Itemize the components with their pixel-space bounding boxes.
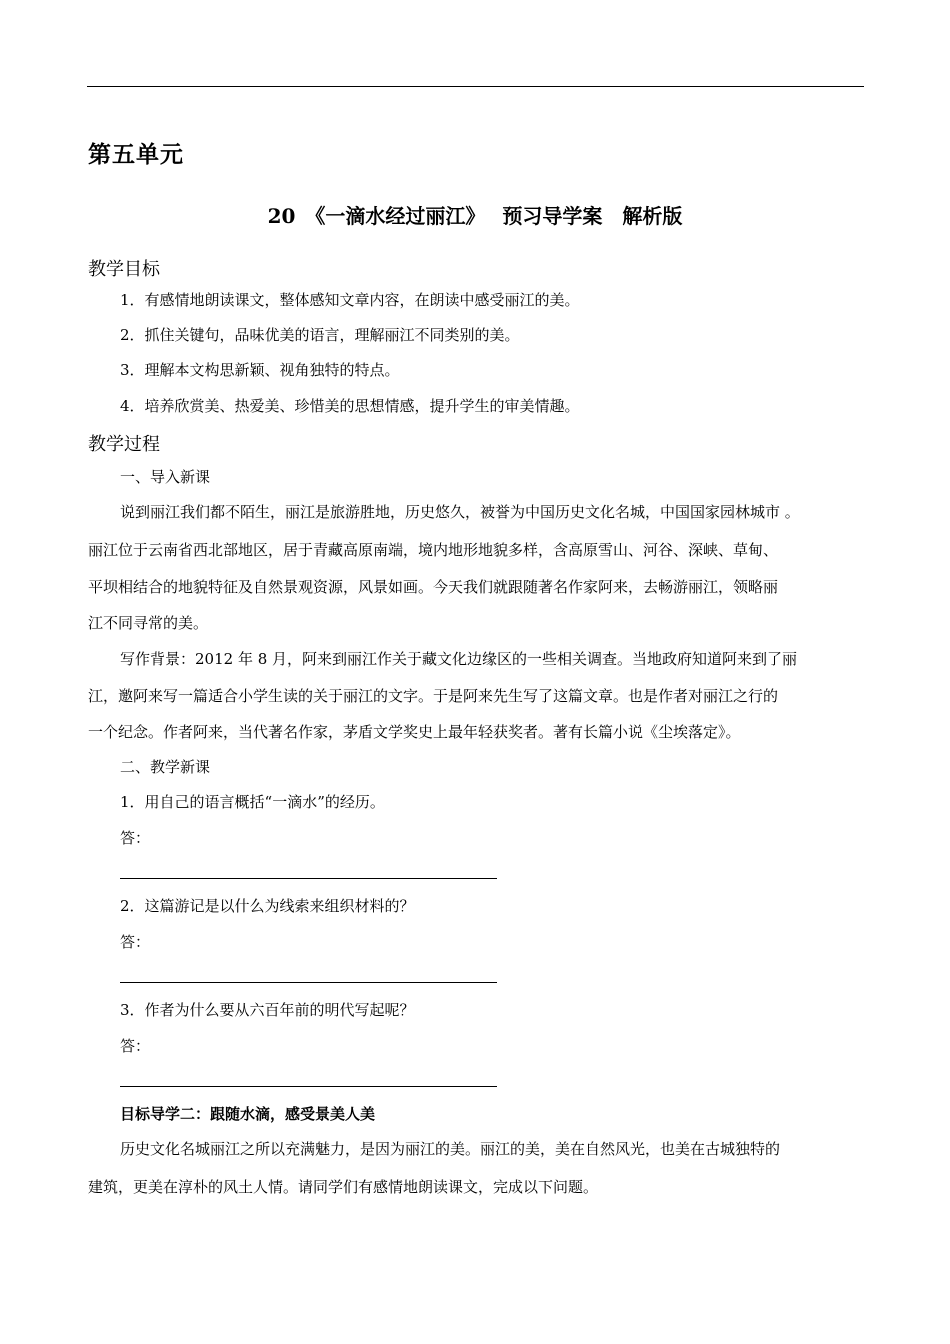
background-paragraph-line: 江，邀阿来写一篇适合小学生读的关于丽江的文字。于是阿来先生写了这篇文章。也是作者对丽江之行的	[88, 687, 779, 705]
question-3: 3．作者为什么要从六百年前的明代写起呢？	[120, 1001, 415, 1019]
goal-item: 3．理解本文构思新颖、视角独特的特点。	[120, 361, 400, 379]
goal-item: 2．抓住关键句，品味优美的语言，理解丽江不同类别的美。	[120, 326, 520, 344]
intro-paragraph-line: 说到丽江我们都不陌生，丽江是旅游胜地，历史悠久，被誉为中国历史文化名城，中国国家园林城市 。	[120, 503, 800, 521]
intro-heading: 一、导入新课	[120, 468, 211, 486]
answer-line[interactable]	[120, 982, 497, 983]
intro-paragraph-line: 丽江位于云南省西北部地区，居于青藏高原南端，境内地形地貌多样，含高原雪山、河谷、深峡、草甸、	[88, 541, 779, 559]
answer-line[interactable]	[120, 1086, 497, 1087]
process-heading: 教学过程	[88, 434, 160, 455]
background-paragraph-line: 一个纪念。作者阿来，当代著名作家，茅盾文学奖史上最年轻获奖者。著有长篇小说《尘埃落定》。	[88, 723, 741, 741]
answer-line[interactable]	[120, 878, 497, 879]
intro-paragraph-line: 平坝相结合的地貌特征及自然景观资源，风景如画。今天我们就跟随著名作家阿来，去畅游丽江，领略丽	[88, 578, 779, 596]
answer-label: 答：	[120, 1037, 151, 1055]
intro-paragraph-line: 江不同寻常的美。	[88, 614, 209, 632]
lesson-title: 20 《一滴水经过丽江》 预习导学案 解析版	[267, 204, 683, 228]
goal2-paragraph-line: 历史文化名城丽江之所以充满魅力，是因为丽江的美。丽江的美，美在自然风光，也美在古城独特的	[120, 1140, 781, 1158]
new-lesson-heading: 二、教学新课	[120, 758, 211, 776]
goals-heading: 教学目标	[88, 259, 160, 280]
goal2-paragraph-line: 建筑，更美在淳朴的风土人情。请同学们有感情地朗读课文，完成以下问题。	[88, 1178, 599, 1196]
goal-item: 1．有感情地朗读课文，整体感知文章内容，在朗读中感受丽江的美。	[120, 291, 580, 309]
answer-label: 答：	[120, 829, 151, 847]
goal2-heading: 目标导学二：跟随水滴，感受景美人美	[120, 1105, 376, 1123]
goal-item: 4．培养欣赏美、热爱美、珍惜美的思想情感，提升学生的审美情趣。	[120, 397, 580, 415]
answer-label: 答：	[120, 933, 151, 951]
header-rule	[87, 86, 864, 87]
question-1: 1．用自己的语言概括“一滴水”的经历。	[120, 793, 385, 811]
unit-title: 第五单元	[88, 141, 184, 168]
background-paragraph-line: 写作背景：2012 年 8 月，阿来到丽江作关于藏文化边缘区的一些相关调查。当地政府知道阿来到了丽	[120, 650, 798, 668]
question-2: 2．这篇游记是以什么为线索来组织材料的？	[120, 897, 415, 915]
